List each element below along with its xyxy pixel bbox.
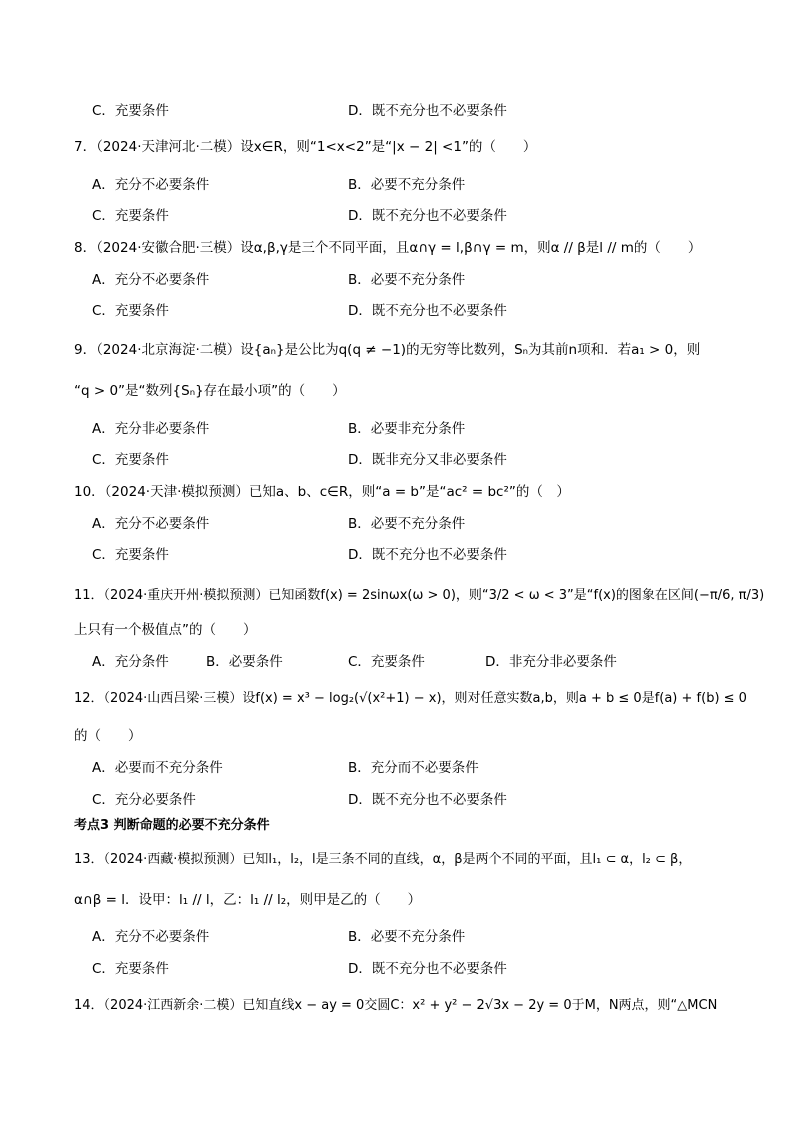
option-c: C．充要条件 [92, 452, 169, 468]
option-d: D．既不充分也不必要条件 [348, 103, 507, 119]
option-d: D．既不充分也不必要条件 [348, 961, 507, 977]
question-8: 8．（2024·安徽合肥·三模）设α,β,γ是三个不同平面，且α∩γ = l,β∩γ = m，则α // β是l // m的（ ） [74, 240, 702, 256]
option-d: D．既不充分也不必要条件 [348, 303, 507, 319]
question-7: 7．（2024·天津河北·二模）设x∈R，则“1<x<2”是“|x − 2| <1”的（ ） [74, 139, 537, 155]
option-d: D．既不充分也不必要条件 [348, 547, 507, 563]
question-13-cont: α∩β = l．设甲：l₁ // l，乙：l₁ // l₂，则甲是乙的（ ） [74, 892, 422, 908]
option-a: A．充分条件 [92, 654, 169, 670]
option-b: B．必要非充分条件 [348, 421, 466, 437]
option-a: A．充分非必要条件 [92, 421, 210, 437]
question-11: 11．（2024·重庆开州·模拟预测）已知函数f(x) = 2sinωx(ω > 0)，则“3/2 < ω < 3”是“f(x)的图象在区间(−π/6, π/3) [74, 588, 765, 603]
question-9: 9．（2024·北京海淀·二模）设{aₙ}是公比为q(q ≠ −1)的无穷等比数列，Sₙ为其前n项和．若a₁ > 0，则 [74, 342, 701, 358]
question-12: 12．（2024·山西吕梁·三模）设f(x) = x³ − log₂(√(x²+1) − x)，则对任意实数a,b，则a + b ≤ 0是f(a) + f(b) ≤ 0 [74, 691, 747, 706]
option-b: B．必要条件 [206, 654, 283, 670]
question-12-cont: 的（ ） [74, 728, 142, 744]
option-b: B．必要不充分条件 [348, 929, 466, 945]
question-14: 14．（2024·江西新余·二模）已知直线x − ay = 0交圆C：x² + y² − 2√3x − 2y = 0于M，N两点，则“△MCN [74, 998, 718, 1013]
question-13: 13．（2024·西藏·模拟预测）已知l₁，l₂，l是三条不同的直线，α，β是两个不同的平面，且l₁ ⊂ α，l₂ ⊂ β， [74, 852, 692, 867]
option-b: B．必要不充分条件 [348, 272, 466, 288]
section-heading: 考点3 判断命题的必要不充分条件 [74, 818, 270, 833]
option-c: C．充要条件 [92, 547, 169, 563]
option-a: A．必要而不充分条件 [92, 760, 223, 776]
option-a: A．充分不必要条件 [92, 272, 210, 288]
option-c: C．充要条件 [348, 654, 425, 670]
option-d: D．非充分非必要条件 [485, 654, 617, 670]
option-c: C．充要条件 [92, 103, 169, 119]
option-c: C．充要条件 [92, 208, 169, 224]
question-9-cont: “q > 0”是“数列{Sₙ}存在最小项”的（ ） [74, 383, 346, 399]
option-c: C．充要条件 [92, 303, 169, 319]
option-a: A．充分不必要条件 [92, 929, 210, 945]
option-d: D．既不充分也不必要条件 [348, 208, 507, 224]
question-10: 10．（2024·天津·模拟预测）已知a、b、c∈R，则“a = b”是“ac² = bc²”的（ ） [74, 484, 570, 500]
option-b: B．充分而不必要条件 [348, 760, 479, 776]
option-b: B．必要不充分条件 [348, 516, 466, 532]
option-c: C．充分必要条件 [92, 792, 196, 808]
option-c: C．充要条件 [92, 961, 169, 977]
option-d: D．既非充分又非必要条件 [348, 452, 507, 468]
question-11-cont: 上只有一个极值点”的（ ） [74, 622, 257, 638]
option-a: A．充分不必要条件 [92, 177, 210, 193]
option-b: B．必要不充分条件 [348, 177, 466, 193]
option-d: D．既不充分也不必要条件 [348, 792, 507, 808]
option-a: A．充分不必要条件 [92, 516, 210, 532]
